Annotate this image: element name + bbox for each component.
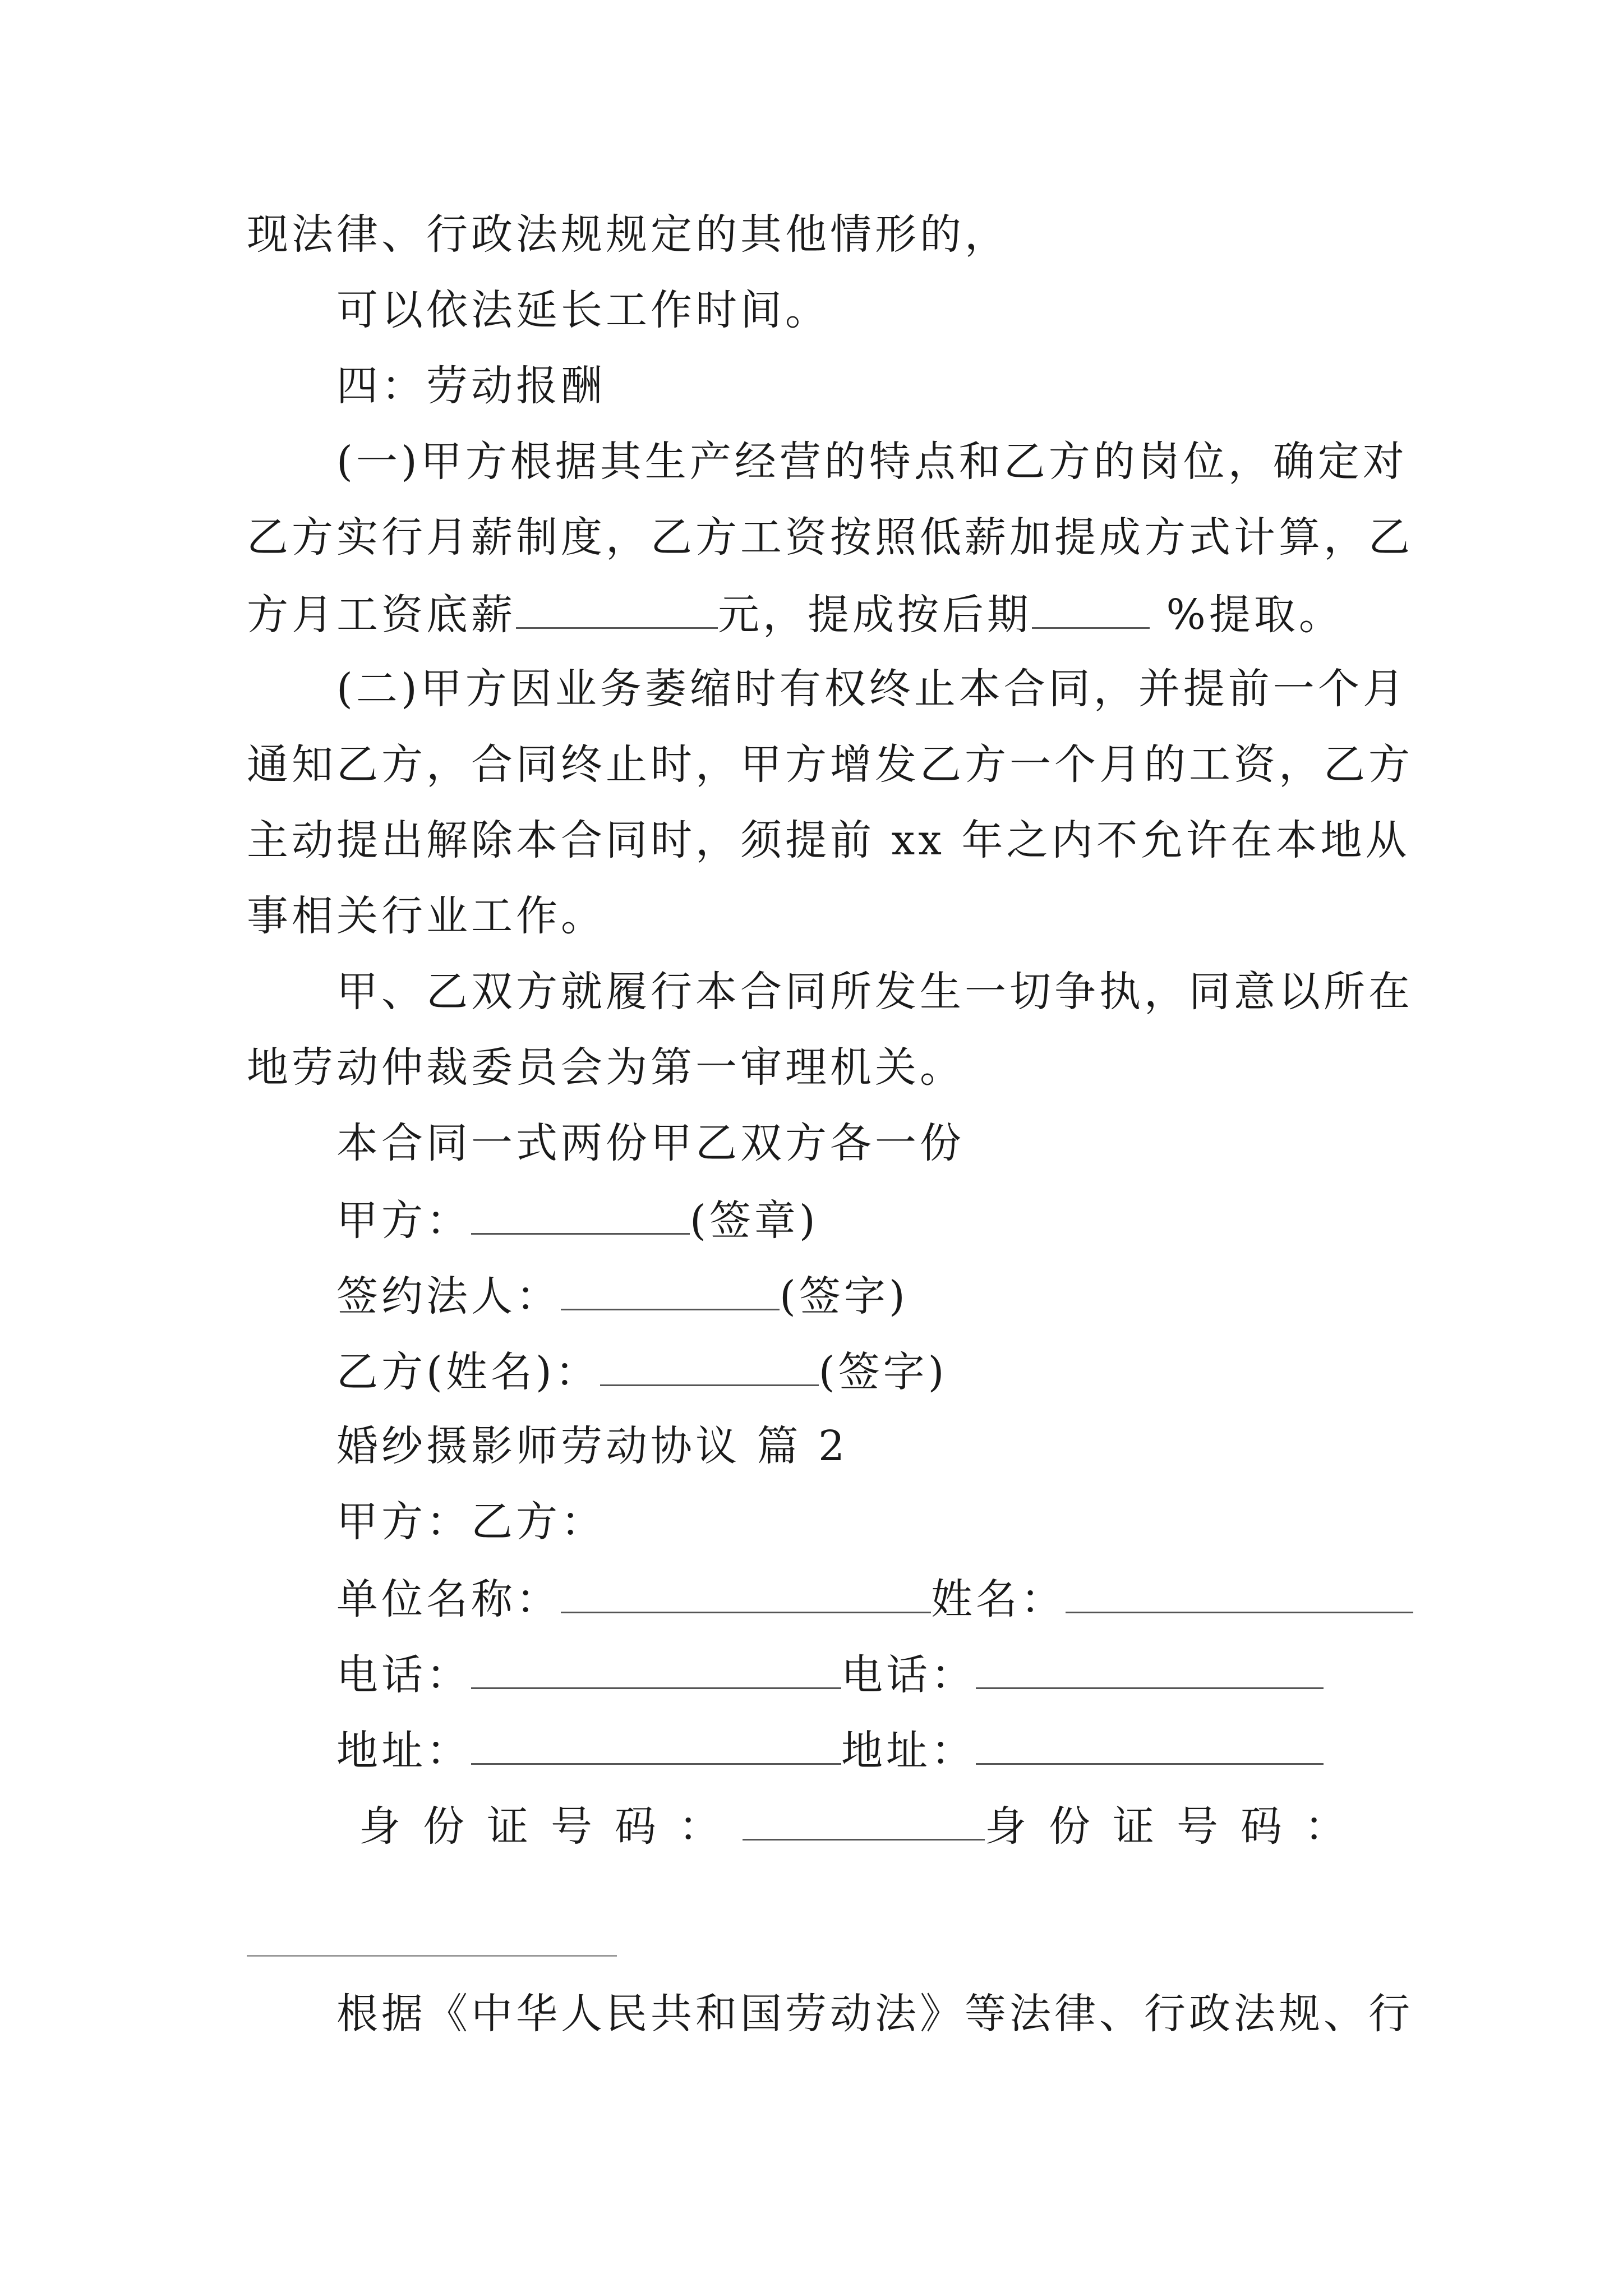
- signature-line: [336, 1345, 1391, 1396]
- field-label: 身份证号码：: [985, 1802, 1368, 1851]
- blank-field: [471, 1648, 841, 1689]
- section-title: 婚纱摄影师劳动协议 篇 2: [336, 1422, 849, 1470]
- field-label: 身份证号码：: [359, 1802, 743, 1851]
- blank-field: [976, 1724, 1324, 1765]
- text-line: 地劳动仲裁委员会为第一审理机关。: [247, 1043, 965, 1092]
- field-label: 电话：: [841, 1651, 976, 1699]
- blank-field: [471, 1194, 690, 1235]
- text-line: 甲、乙双方就履行本合同所发生一切争执，同意以所在: [336, 968, 1413, 1016]
- field-suffix: (签章): [690, 1197, 819, 1245]
- blank-field: [976, 1648, 1324, 1689]
- field-label: 电话：: [336, 1651, 471, 1699]
- field-label: 单位名称：: [336, 1575, 561, 1623]
- text-line: [247, 588, 1391, 638]
- text-fragment: %提取。: [1150, 591, 1344, 639]
- text-line: 乙方实行月薪制度，乙方工资按照低薪加提成方式计算，乙: [247, 513, 1413, 562]
- form-line: [336, 1572, 1391, 1623]
- blank-field: [1066, 1572, 1413, 1613]
- field-label: 地址：: [336, 1727, 471, 1775]
- form-line: [336, 1724, 1391, 1774]
- signature-line: [336, 1194, 1391, 1244]
- field-suffix: (签字): [818, 1348, 948, 1396]
- field-label: 甲方：: [336, 1197, 471, 1245]
- text-line: 现法律、行政法规规定的其他情形的，: [247, 210, 1009, 259]
- signature-line: [336, 1269, 1391, 1320]
- blank-field: [471, 1724, 841, 1765]
- text-line: (二)甲方因业务萎缩时有权终止本合同，并提前一个月: [336, 665, 1408, 713]
- footnote-divider: [247, 1955, 617, 1957]
- form-line: [359, 1800, 1368, 1850]
- text-line: 可以依法延长工作时间。: [336, 286, 830, 334]
- text-line: 根据《中华人民共和国劳动法》等法律、行政法规、行: [336, 1990, 1413, 2038]
- blank-field: [561, 1572, 931, 1613]
- text-fragment: 元，提成按后期: [718, 591, 1032, 639]
- blank-field: [516, 588, 718, 629]
- field-suffix: (签字): [780, 1272, 909, 1320]
- field-label: 签约法人：: [336, 1272, 561, 1320]
- blank-field: [561, 1269, 780, 1310]
- section-heading: 四：劳动报酬: [336, 362, 606, 410]
- text-line: 事相关行业工作。: [247, 892, 606, 940]
- field-label: 姓名：: [931, 1575, 1066, 1623]
- blank-field: [743, 1800, 985, 1841]
- field-label: 乙方(姓名)：: [336, 1348, 600, 1396]
- text-line: 本合同一式两份甲乙双方各一份: [336, 1119, 965, 1167]
- text-line: 主动提出解除本合同时，须提前 xx 年之内不允许在本地从: [247, 816, 1410, 864]
- form-line: [336, 1648, 1391, 1699]
- field-label: 地址：: [841, 1727, 976, 1775]
- text-line: 甲方：乙方：: [336, 1498, 606, 1546]
- blank-field: [1032, 588, 1150, 629]
- text-line: 通知乙方，合同终止时，甲方增发乙方一个月的工资，乙方: [247, 740, 1413, 789]
- text-fragment: 方月工资底薪: [247, 591, 516, 639]
- blank-field: [600, 1345, 819, 1386]
- text-line: (一)甲方根据其生产经营的特点和乙方的岗位，确定对: [336, 438, 1408, 486]
